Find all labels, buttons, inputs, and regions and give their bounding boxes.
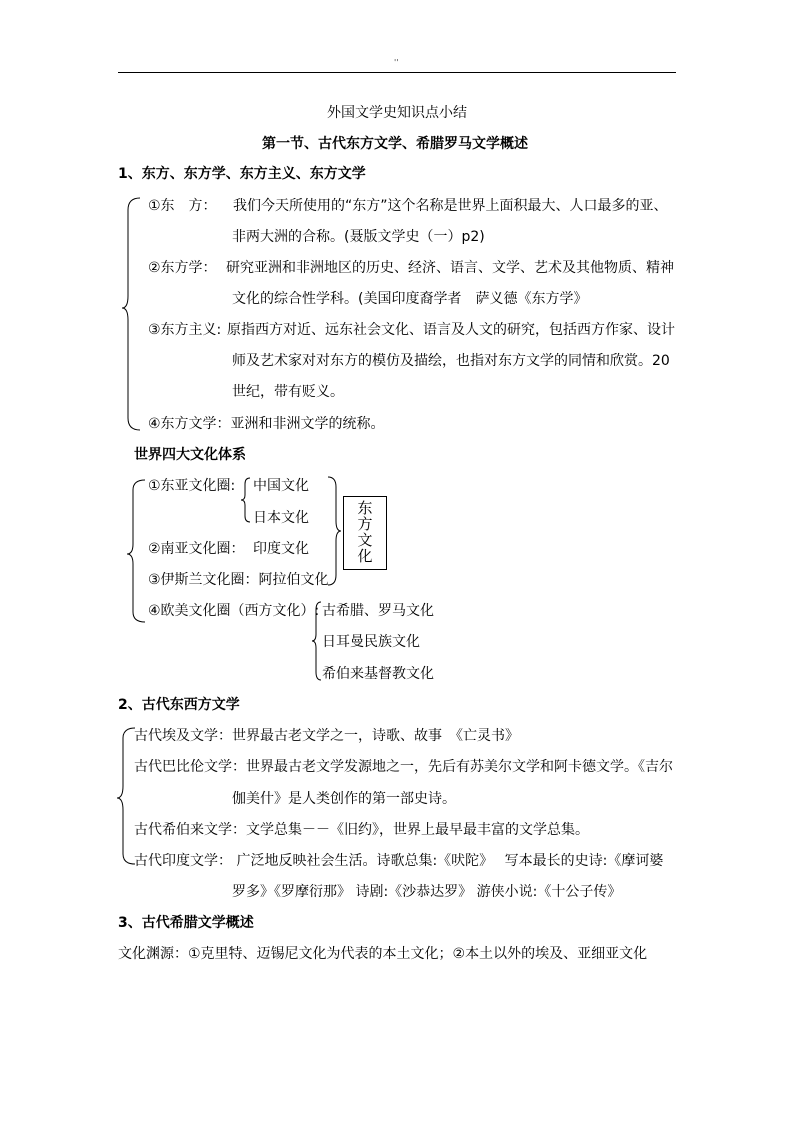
header-mark: '' <box>394 58 399 67</box>
system-islamic: ③伊斯兰文化圈：阿拉伯文化 <box>148 572 329 588</box>
system-hebrew-christian: 希伯来基督教文化 <box>322 666 434 682</box>
system-germanic: 日耳曼民族文化 <box>322 634 420 650</box>
def-east-line2: 非两大洲的合称。(聂版文学史（一）p2) <box>232 229 485 245</box>
east-culture-label: 东方文化 <box>357 499 373 565</box>
def-orientalism-label: ③东方主义: <box>148 322 222 338</box>
doc-title: 外国文学史知识点小结 <box>327 105 467 121</box>
system-japanese: 日本文化 <box>253 510 309 526</box>
def-oriental-studies-label: ②东方学： <box>148 260 217 276</box>
heading-four-systems: 世界四大文化体系 <box>134 447 246 463</box>
ancient-babylon-line1: 古代巴比伦文学：世界最古老文学发源地之一，先后有苏美尔文学和阿卡德文学。《吉尔 <box>134 759 673 775</box>
system-south-asia: ②南亚文化圈： <box>148 541 245 557</box>
ancient-hebrew: 古代希伯来文学：文学总集－－《旧约》，世界上最早最丰富的文学总集。 <box>134 822 589 838</box>
def-orientalism-line2: 师及艺术家对对东方的模仿及描绘，也指对东方文学的同情和欣赏。20 <box>232 353 670 369</box>
header-rule <box>118 72 676 73</box>
brace-ancient <box>115 726 135 870</box>
brace-eastern <box>326 475 342 589</box>
def-east-line1: 我们今天所使用的“东方”这个名称是世界上面积最大、人口最多的亚、 <box>233 198 668 214</box>
def-east-label: ①东 方： <box>148 198 217 214</box>
def-orientalism-line3: 世纪，带有贬义。 <box>232 384 344 400</box>
system-western: ④欧美文化圈（西方文化）: <box>148 603 320 619</box>
brace-east-asia <box>240 476 252 526</box>
heading-2: 2、古代东西方文学 <box>118 697 240 713</box>
heading-1: 1、东方、东方学、东方主义、东方文学 <box>118 166 366 182</box>
system-chinese: 中国文化 <box>253 478 309 494</box>
ancient-egypt: 古代埃及文学：世界最古老文学之一，诗歌、故事 《亡灵书》 <box>134 728 519 744</box>
cultural-origins: 文化渊源：①克里特、迈锡尼文化为代表的本土文化；②本土以外的埃及、亚细亚文化 <box>118 946 648 962</box>
ancient-india-line2: 罗多》《罗摩衍那》 诗剧:《沙恭达罗》 游侠小说:《十公子传》 <box>232 884 622 900</box>
brace-four-systems <box>125 478 145 628</box>
ancient-india-line1: 古代印度文学： 广泛地反映社会生活。诗歌总集:《吠陀》 写本最长的史诗:《摩诃婆 <box>134 853 664 869</box>
def-oriental-studies-line2: 文化的综合性学科。(美国印度裔学者 萨义德《东方学》 <box>232 291 588 307</box>
system-east-asia: ①东亚文化圈: <box>148 478 236 494</box>
system-indian: 印度文化 <box>253 541 309 557</box>
def-oriental-studies-line1: 研究亚洲和非洲地区的历史、经济、语言、文学、艺术及其他物质、精神 <box>226 260 674 276</box>
brace-definitions <box>120 196 140 436</box>
heading-3: 3、古代希腊文学概述 <box>118 915 254 931</box>
section-title: 第一节、古代东方文学、希腊罗马文学概述 <box>262 136 528 152</box>
ancient-babylon-line2: 伽美什》是人类创作的第一部史诗。 <box>232 791 456 807</box>
def-orientalism-line1: 原指西方对近、远东社会文化、语言及人文的研究，包括西方作家、设计 <box>227 322 675 338</box>
system-greco-roman: 古希腊、罗马文化 <box>322 603 434 619</box>
def-eastern-literature: ④东方文学：亚洲和非洲文学的统称。 <box>148 416 385 432</box>
